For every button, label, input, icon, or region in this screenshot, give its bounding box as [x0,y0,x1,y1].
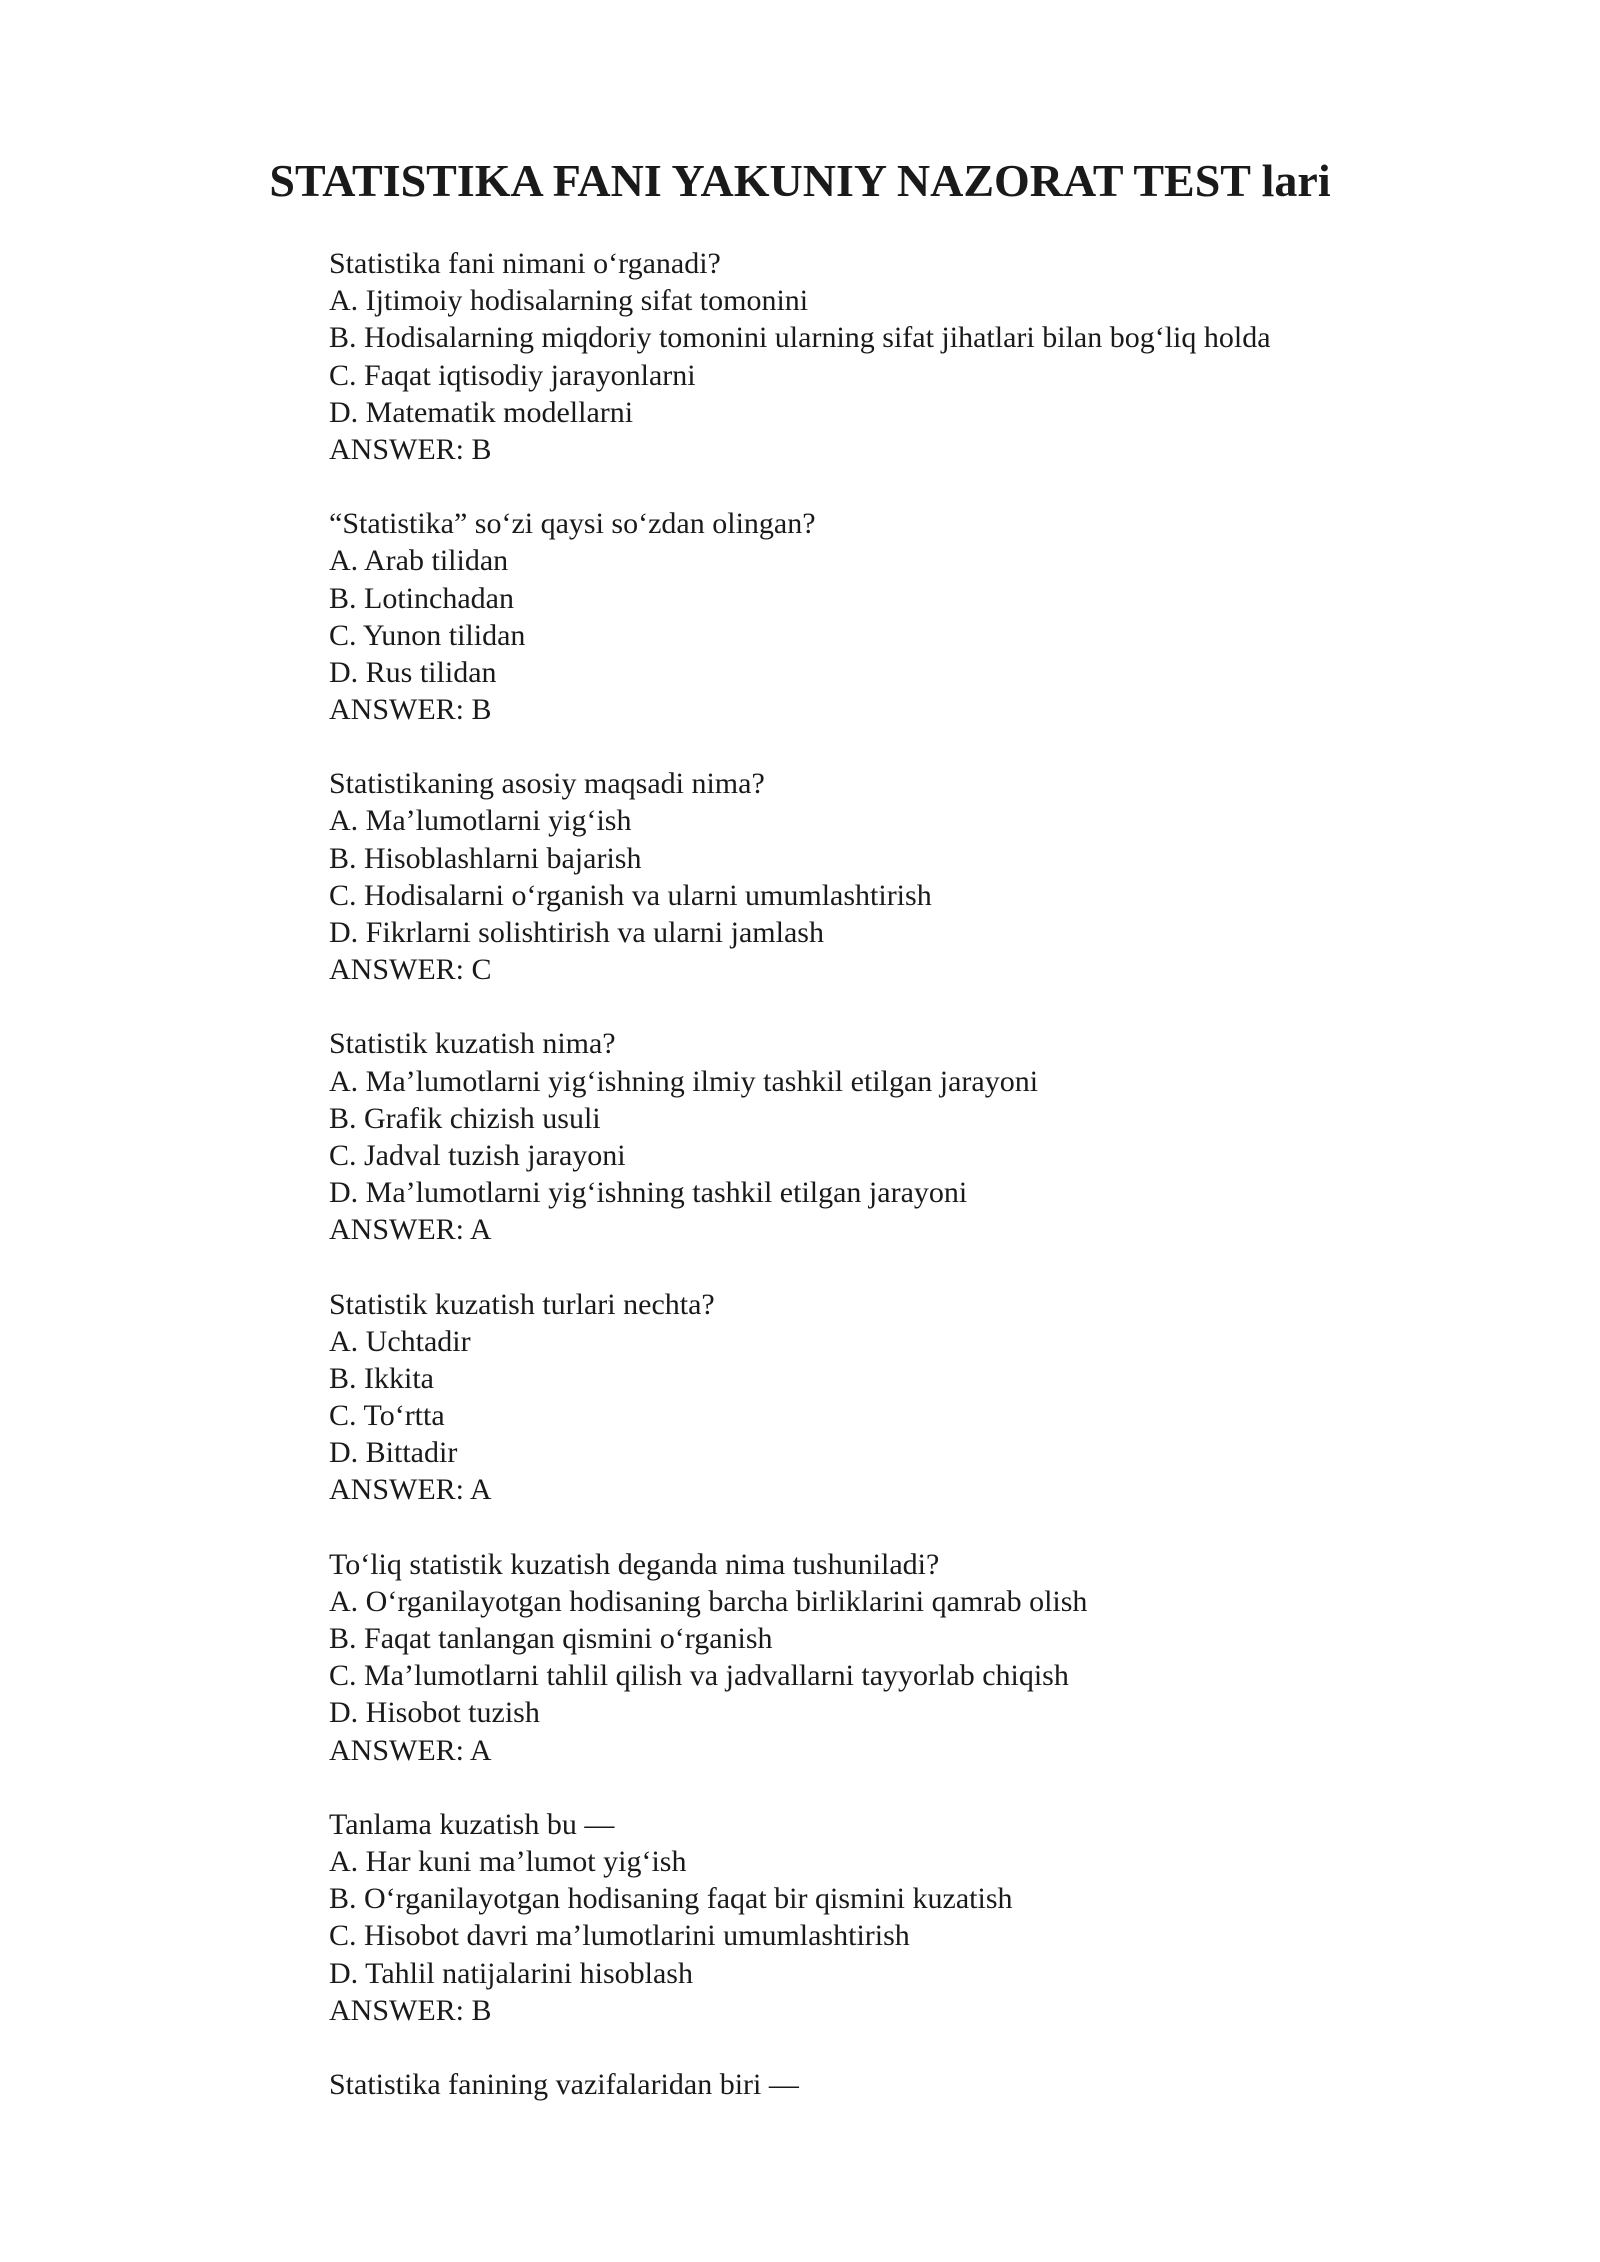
answer-key: ANSWER: B [329,693,492,727]
answer-option: D. Bittadir [329,1436,458,1470]
answer-option: C. Faqat iqtisodiy jarayonlarni [329,358,696,392]
answer-option: C. Jadval tuzish jarayoni [329,1138,626,1172]
question-block [329,1546,1489,1769]
answer-option: A. Har kuni ma’lumot yig‘ish [329,1844,687,1878]
question-text: Statistik kuzatish turlari nechta? [329,1287,715,1321]
answer-option: A. Uchtadir [329,1324,471,1358]
answer-option: A. Ijtimoiy hodisalarning sifat tomonini [329,284,809,318]
question-block [329,765,1489,988]
answer-key: ANSWER: B [329,1993,492,2027]
answer-option: D. Fikrlarni solishtirish va ularni jamlash [329,916,824,949]
question-text: Statistika fani nimani o‘rganadi? [329,247,721,280]
answer-option: A. Ma’lumotlarni yig‘ish [329,804,632,838]
answer-option: D. Hisobot tuzish [329,1696,540,1730]
question-block [329,505,1489,728]
answer-key: ANSWER: A [329,1213,492,1247]
answer-option: C. Hisobot davri ma’lumotlarini umumlashtirish [329,1919,910,1953]
answer-option: B. Hodisalarning miqdoriy tomonini ularning sifat jihatlari bilan bog‘liq holda [329,321,1271,355]
question-block [329,2066,1489,2103]
question-text: “Statistika” so‘zi qaysi so‘zdan olingan? [329,507,816,541]
answer-key: ANSWER: C [329,953,492,987]
answer-option: D. Ma’lumotlarni yig‘ishning tashkil etilgan jarayoni [329,1176,968,1210]
question-text: To‘liq statistik kuzatish deganda nima tushuniladi? [329,1547,940,1581]
answer-option: D. Rus tilidan [329,655,497,689]
answer-key: ANSWER: A [329,1733,492,1767]
answer-option: C. Hodisalarni o‘rganish va ularni umumlashtirish [329,878,932,912]
answer-option: C. Yunon tilidan [329,618,526,652]
answer-option: B. Faqat tanlangan qismini o‘rganish [329,1622,773,1655]
question-block [329,245,1489,468]
answer-key: ANSWER: A [329,1473,492,1507]
answer-option: A. Ma’lumotlarni yig‘ishning ilmiy tashkil etilgan jarayoni [329,1064,1039,1098]
answer-key: ANSWER: B [329,432,492,466]
question-block [329,1806,1489,2029]
question-text: Tanlama kuzatish bu — [329,1807,615,1841]
answer-option: C. Ma’lumotlarni tahlil qilish va jadvallarni tayyorlab chiqish [329,1659,1069,1693]
answer-option: C. To‘rtta [329,1399,445,1433]
question-text: Statistikaning asosiy maqsadi nima? [329,767,765,801]
answer-option: A. Arab tilidan [329,544,509,578]
question-list [329,245,1489,2140]
question-block [329,1025,1489,1248]
answer-option: B. Hisoblashlarni bajarish [329,841,642,875]
question-text: Statistik kuzatish nima? [329,1027,616,1061]
answer-option: B. O‘rganilayotgan hodisaning faqat bir qismini kuzatish [329,1882,1013,1916]
answer-option: B. Ikkita [329,1361,434,1395]
answer-option: B. Lotinchadan [329,581,514,615]
answer-option: B. Grafik chizish usuli [329,1101,601,1135]
answer-option: D. Tahlil natijalarini hisoblash [329,1956,693,1990]
question-text: Statistika fanining vazifalaridan biri — [329,2067,799,2101]
answer-option: A. O‘rganilayotgan hodisaning barcha birliklarini qamrab olish [329,1584,1088,1618]
question-block [329,1286,1489,1509]
document-title: STATISTIKA FANI YAKUNIY NAZORAT TEST lari [269,155,1331,206]
answer-option: D. Matematik modellarni [329,395,634,429]
